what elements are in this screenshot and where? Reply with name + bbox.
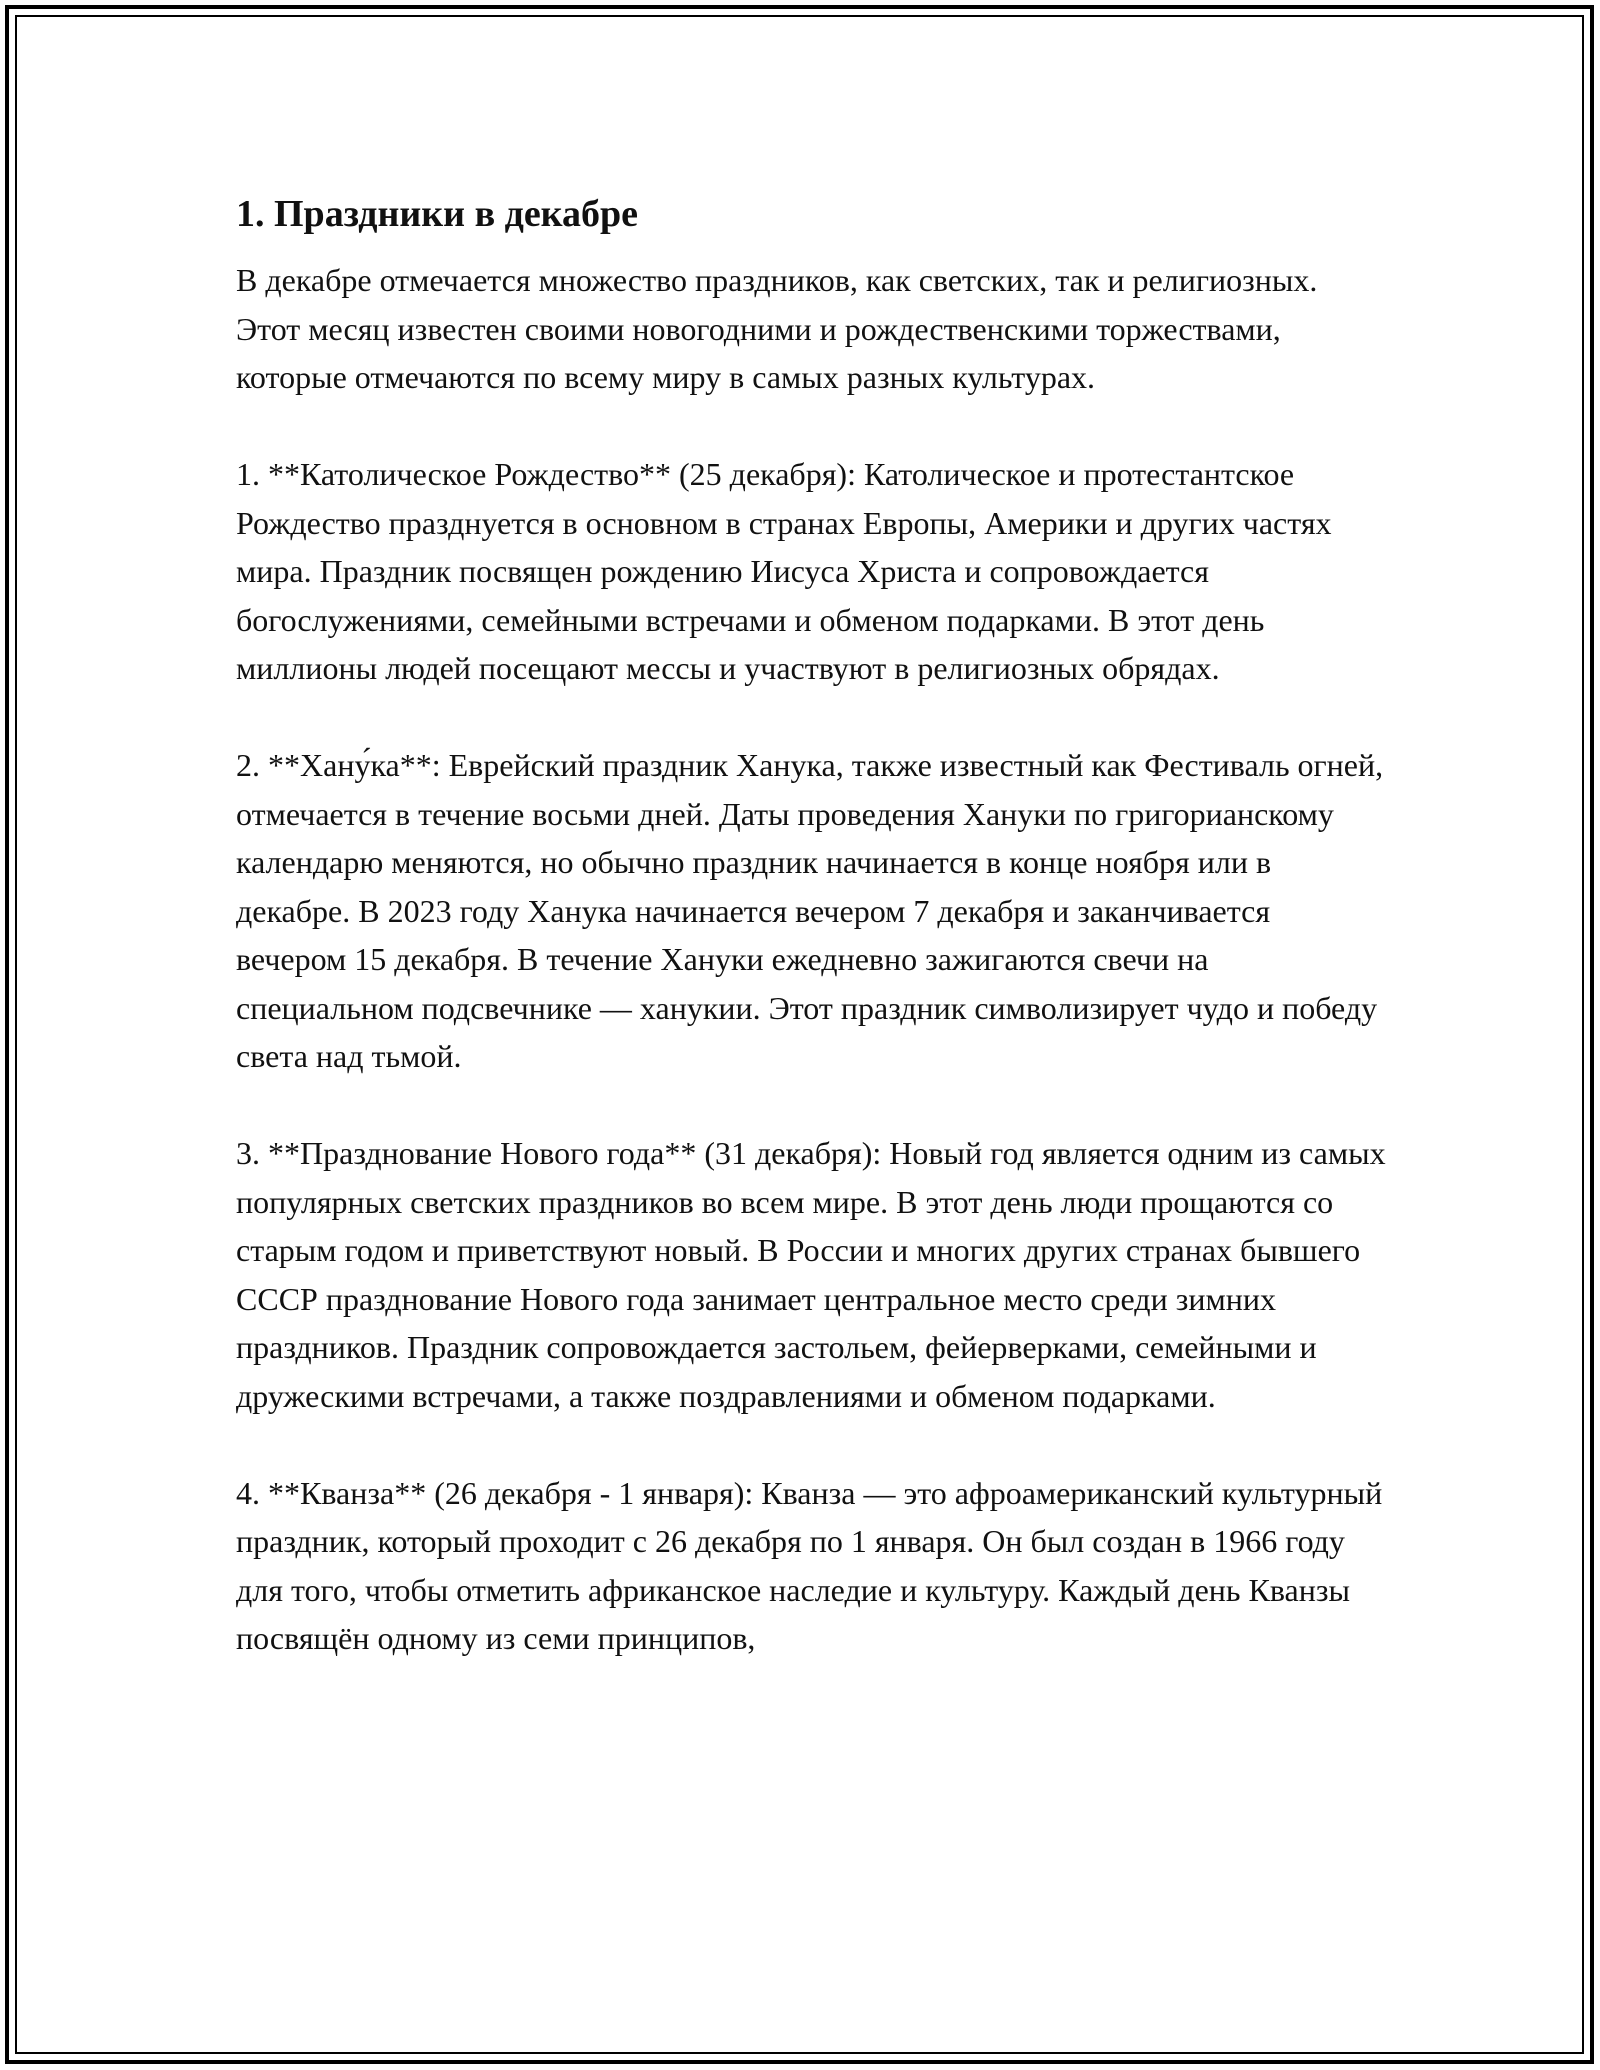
list-item-christmas: 1. **Католическое Рождество** (25 декабря): Католическое и протестантское Рождество празднуется в основном в странах Европы, Америки и других частях мира. Праздник посвящен рождению Иисуса Христа и сопровождается богослужениями, семейными встречами и обменом подарками. В этот день миллионы людей посещают мессы и участвуют в религиозных обрядах. <box>236 456 1332 686</box>
list-item-kwanzaa: 4. **Кванза** (26 декабря - 1 января): Кванза — это афроамериканский культурный праздник, который проходит с 26 декабря по 1 января. Он был создан в 1966 году для того, чтобы отметить африканское наследие и культуру. Каждый день Кванзы посвящён одному из семи принципов, <box>236 1474 1383 1656</box>
list-item-hanukkah: 2. **Хану́ка**: Еврейский праздник Ханука, также известный как Фестиваль огней, отмечается в течение восьми дней. Даты проведения Хануки по григорианскому календарю меняются, но обычно праздник начинается в конце ноября или в декабре. В 2023 году Ханука начинается вечером 7 декабря и заканчивается вечером 15 декабря. В течение Хануки ежедневно зажигаются свечи на специальном подсвечнике — ханукии. Этот праздник символизирует чудо и победу света над тьмой. <box>236 747 1384 1074</box>
list-item-new-year: 3. **Празднование Нового года** (31 декабря): Новый год является одним из самых популярных светских праздников во всем мире. В этот день люди прощаются со старым годом и приветствуют новый. В России и многих других странах бывшего СССР празднование Нового года занимает центральное место среди зимних праздников. Праздник сопровождается застольем, фейерверками, семейными и дружескими встречами, а также поздравлениями и обменом подарками. <box>236 1135 1386 1414</box>
document-page <box>236 186 1386 1711</box>
section-heading: 1. Праздники в декабре <box>236 193 639 235</box>
intro-paragraph: В декабре отмечается множество праздников, как светских, так и религиозных. Этот месяц известен своими новогодними и рождественскими торжествами, которые отмечаются по всему миру в самых разных культурах. <box>236 262 1318 395</box>
